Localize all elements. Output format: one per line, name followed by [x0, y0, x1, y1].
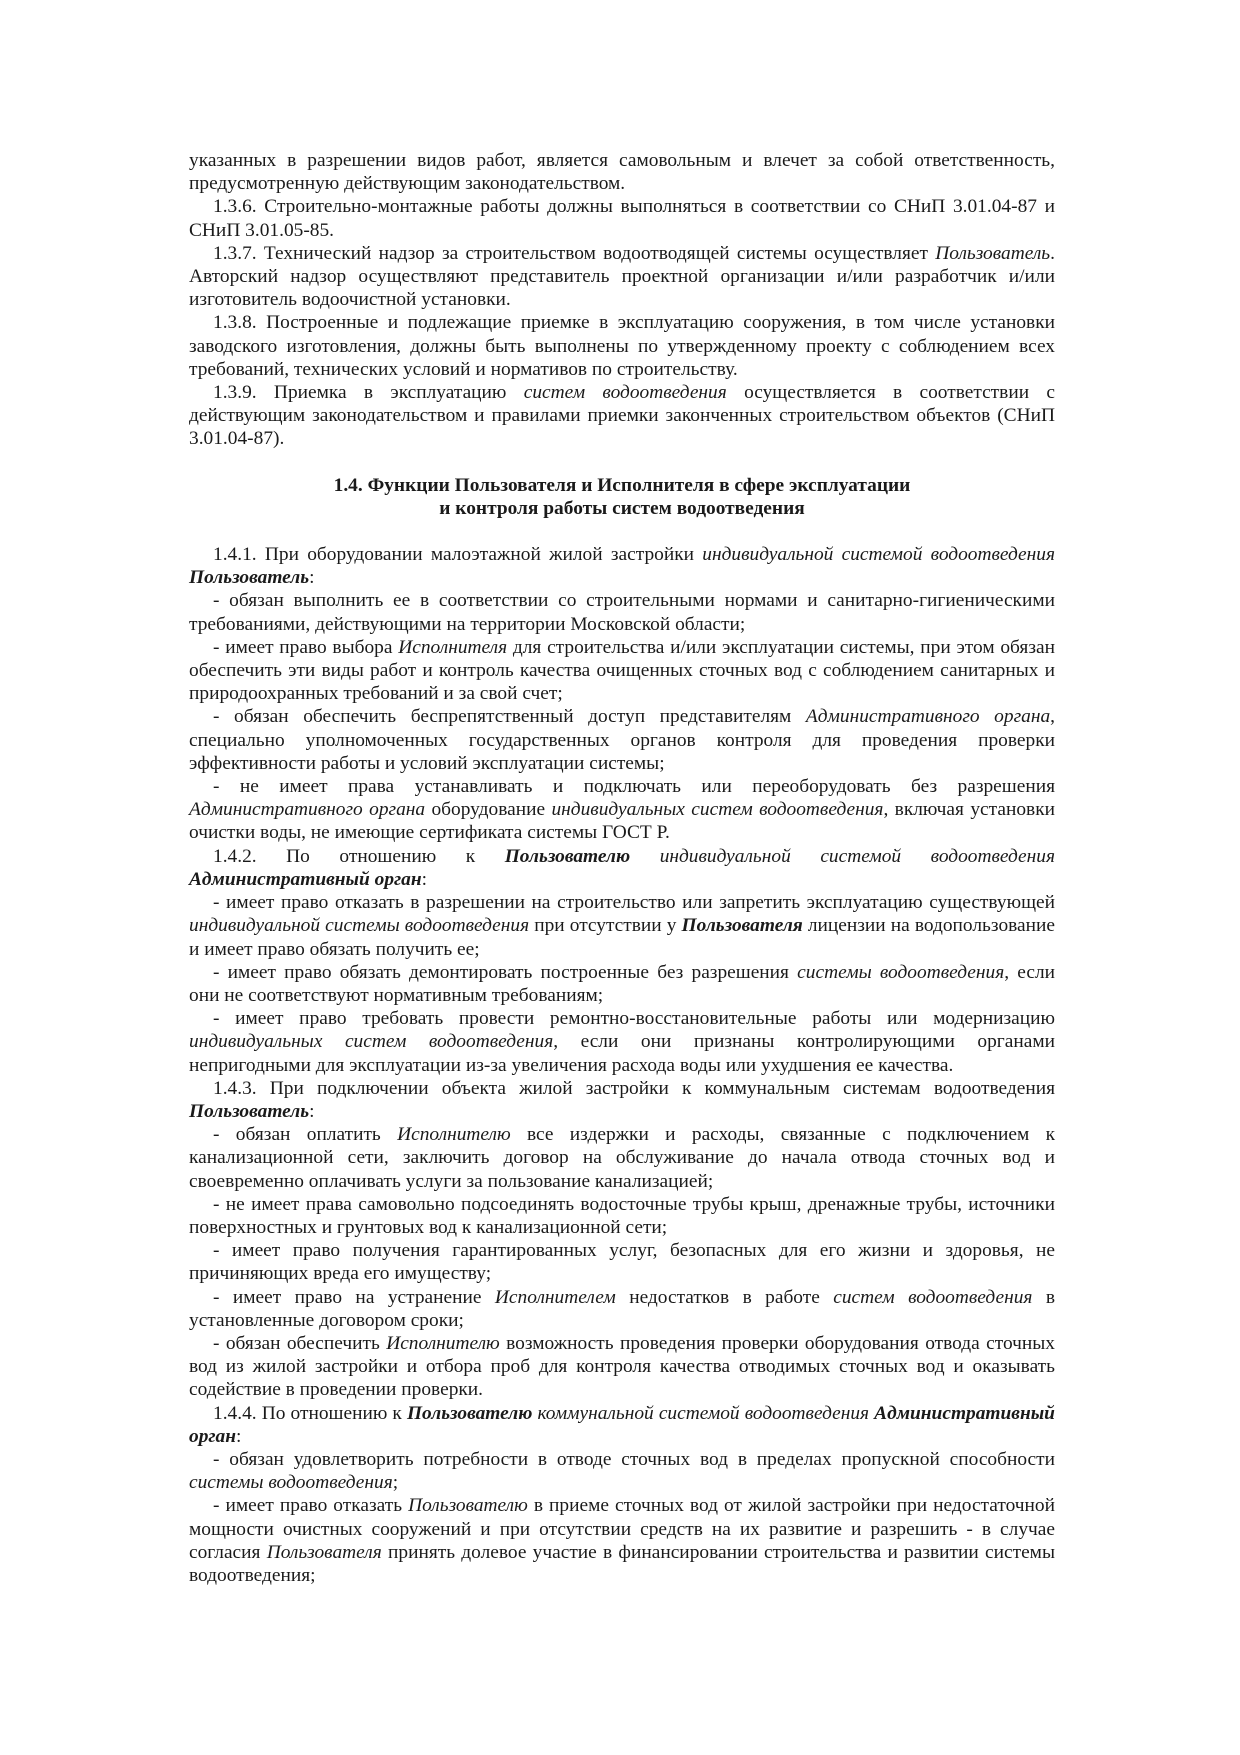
text-run: , включая установки очистки воды, не имеющие сертификата системы ГОСТ Р.: [189, 799, 1055, 844]
text-run: указанных в разрешении видов работ, является самовольным и влечет за собой ответственность, предусмотренную действующим законодательством.: [189, 150, 1055, 195]
text-run: в установленные договором сроки;: [189, 1286, 1055, 1331]
paragraph-1-4-4-a: [189, 1448, 1055, 1494]
paragraph-1-4-2-c: [189, 1007, 1055, 1077]
text-run: - имеет право отказать: [213, 1495, 409, 1517]
text-run: ;: [392, 1472, 399, 1494]
emphasis-bold-italic: Пользователя: [681, 915, 803, 937]
paragraph-1-4-3-e: [189, 1332, 1055, 1402]
emphasis-italic: Исполнителя: [398, 636, 508, 658]
paragraph-1-4-2-a: [189, 891, 1055, 961]
emphasis-italic: индивидуальных систем водоотведения: [551, 799, 884, 821]
text-run: [630, 846, 660, 867]
text-run: - обязан обеспечить беспрепятственный доступ представителям: [213, 706, 806, 728]
paragraph-1-3-7: [189, 242, 1055, 312]
emphasis-italic: индивидуальной системы водоотведения: [189, 915, 530, 937]
text-run: , если они не соответствуют нормативным требованиям;: [189, 961, 1055, 1006]
paragraph-1-4-1-a: [189, 589, 1055, 635]
paragraph-1-3-8: [189, 311, 1055, 381]
emphasis-bold-italic: Административный орган: [189, 868, 422, 890]
text-run: - имеет право получения гарантированных услуг, безопасных для его жизни и здоровья, не причиняющих вреда его имуществу;: [189, 1240, 1055, 1285]
document-page: [189, 149, 1055, 1587]
text-run: 1.3.7. Технический надзор за строительством водоотводящей системы осуществляет: [213, 242, 936, 264]
text-run: оборудование: [425, 799, 552, 821]
emphasis-italic: Пользователя: [266, 1541, 382, 1563]
text-run: :: [421, 868, 428, 890]
text-run: недостатков в работе: [615, 1286, 834, 1308]
paragraph-1-4-1-c: [189, 705, 1055, 775]
text-run: - не имеет права самовольно подсоединять водосточные трубы крыш, дренажные трубы, источники поверхностных и грунтовых вод к канализационной сети;: [189, 1193, 1055, 1238]
paragraph-1-4-3-a: [189, 1123, 1055, 1193]
text-run: - имеет право выбора: [213, 636, 399, 658]
text-run: 1.3.9. Приемка в эксплуатацию: [213, 382, 524, 404]
text-run: . Авторский надзор осуществляют представитель проектной организации и/или разработчик и/или изготовитель водоочистной установки.: [189, 242, 1055, 311]
text-run: :: [236, 1425, 242, 1447]
paragraph-1-4-4: [189, 1402, 1055, 1448]
text-run: - обязан оплатить: [213, 1124, 398, 1146]
emphasis-italic: систем водоотведения: [833, 1286, 1033, 1308]
emphasis-italic: Исполнителю: [386, 1332, 500, 1354]
text-run: 1.4.3. При подключении объекта жилой застройки к коммунальным системам водоотведения: [213, 1077, 1055, 1099]
text-run: 1.4.4. По отношению к: [213, 1402, 407, 1424]
text-run: при отсутствии у: [529, 915, 682, 937]
paragraph-1-4-4-b: [189, 1494, 1055, 1587]
text-run: для строительства и/или эксплуатации системы, при этом обязан обеспечить эти виды работ и контроль качества очищенных сточных вод с соблюдением санитарных и природоохранных требований и за свой счет;: [189, 636, 1055, 705]
text-run: - обязан обеспечить: [213, 1332, 387, 1354]
emphasis-italic: системы водоотведения: [189, 1472, 393, 1494]
emphasis-italic: индивидуальной системой водоотведения: [702, 544, 1055, 566]
paragraph-1-4-3: [189, 1077, 1055, 1123]
text-run: , специально уполномоченных государственных органов контроля для проведения проверки эффективности работы и условий эксплуатации системы;: [189, 706, 1055, 774]
text-run: - обязан выполнить ее в соответствии со строительными нормами и санитарно-гигиеническими требованиями, действующими на территории Московской области;: [189, 590, 1055, 635]
text-run: - имеет право требовать провести ремонтно-восстановительные работы или модернизацию: [213, 1008, 1055, 1030]
emphasis-italic: Пользователю: [408, 1495, 528, 1517]
paragraph-cont: [189, 149, 1055, 195]
emphasis-italic: Административного органа: [189, 799, 426, 821]
text-run: 1.3.8. Построенные и подлежащие приемке в эксплуатацию сооружения, в том числе установки заводского изготовления, должны быть выполнены по утвержденному проекту с соблюдением всех требований, технических условий и нормативов по строительству.: [189, 312, 1055, 380]
text-run: все издержки и расходы, связанные с подключением к канализационной сети, заключить договор на обслуживание до начала отвода сточных вод и своевременно оплачивать услуги за пользование канализацией;: [189, 1124, 1055, 1192]
paragraph-1-4-1-d: [189, 775, 1055, 845]
paragraph-1-4-2: [189, 845, 1055, 891]
text-run: осуществляется в соответствии с действующим законодательством и правилами приемки законченных строительством объектов (СНиП 3.01.04-87).: [189, 382, 1055, 450]
paragraph-1-4-1-b: [189, 636, 1055, 706]
text-run: :: [309, 567, 315, 589]
text-run: - не имеет права устанавливать и подключать или переоборудовать без разрешения: [213, 776, 1055, 798]
text-run: - имеет право на устранение: [213, 1286, 495, 1308]
emphasis-bold-italic: Пользователю: [406, 1402, 533, 1424]
text-run: лицензии на водопользование и имеет право обязать получить ее;: [189, 915, 1056, 960]
emphasis-italic: Административного органа: [805, 706, 1051, 728]
emphasis-italic: индивидуальной системой водоотведения: [659, 845, 1055, 867]
emphasis-italic: системы водоотведения: [797, 961, 1005, 983]
paragraph-1-3-9: [189, 381, 1055, 451]
text-run: возможность проведения проверки оборудования отвода сточных вод из жилой застройки и отбора проб для контроля качества отводимых сточных вод и оказывать содействие в проведении проверки.: [189, 1332, 1055, 1401]
emphasis-bold-italic: Пользователю: [504, 845, 631, 867]
emphasis-italic: Исполнителю: [397, 1124, 511, 1146]
text-run: 1.3.6. Строительно-монтажные работы должны выполняться в соответствии со СНиП 3.01.04-87 и СНиП 3.01.05-85.: [189, 196, 1055, 241]
section-heading-line: и контроля работы систем водоотведения: [439, 497, 805, 519]
text-run: 1.4.2. По отношению к: [213, 845, 505, 867]
text-run: - обязан удовлетворить потребности в отводе сточных вод в пределах пропускной способности: [213, 1448, 1055, 1470]
emphasis-italic: коммунальной системой водоотведения: [537, 1402, 870, 1424]
paragraph-1-4-3-b: [189, 1193, 1055, 1239]
text-run: - имеет право обязать демонтировать построенные без разрешения: [213, 961, 798, 983]
section-heading-line: 1.4. Функции Пользователя и Исполнителя в сфере эксплуатации: [333, 474, 911, 496]
text-run: в приеме сточных вод от жилой застройки при недостаточной мощности очистных сооружений и при отсутствии средств на их развитие и разрешить - в случае согласия: [189, 1495, 1055, 1563]
paragraph-1-4-1: [189, 543, 1055, 589]
paragraph-1-4-3-c: [189, 1239, 1055, 1285]
section-heading: [189, 474, 1055, 520]
emphasis-italic: систем водоотведения: [523, 382, 727, 404]
emphasis-bold-italic: Пользователь: [189, 1100, 310, 1122]
paragraph-1-3-6: [189, 195, 1055, 241]
emphasis-bold-italic: Административный орган: [189, 1402, 1055, 1447]
emphasis-italic: Исполнителем: [494, 1286, 616, 1308]
text-run: - имеет право отказать в разрешении на строительство или запретить эксплуатацию существующей: [213, 892, 1055, 914]
text-run: 1.4.1. При оборудовании малоэтажной жилой застройки: [213, 544, 703, 566]
emphasis-italic: Пользователь: [935, 242, 1051, 264]
paragraph-1-4-2-b: [189, 961, 1055, 1007]
paragraph-1-4-3-d: [189, 1286, 1055, 1332]
text-run: :: [309, 1100, 315, 1122]
text-run: принять долевое участие в финансировании строительства и развитии системы водоотведения;: [189, 1541, 1055, 1586]
emphasis-italic: индивидуальных систем водоотведения: [189, 1031, 554, 1053]
emphasis-bold-italic: Пользователь: [189, 567, 310, 589]
text-run: , если они признаны контролирующими органами непригодными для эксплуатации из-за увеличения расхода воды или ухудшения ее качества.: [189, 1031, 1055, 1076]
